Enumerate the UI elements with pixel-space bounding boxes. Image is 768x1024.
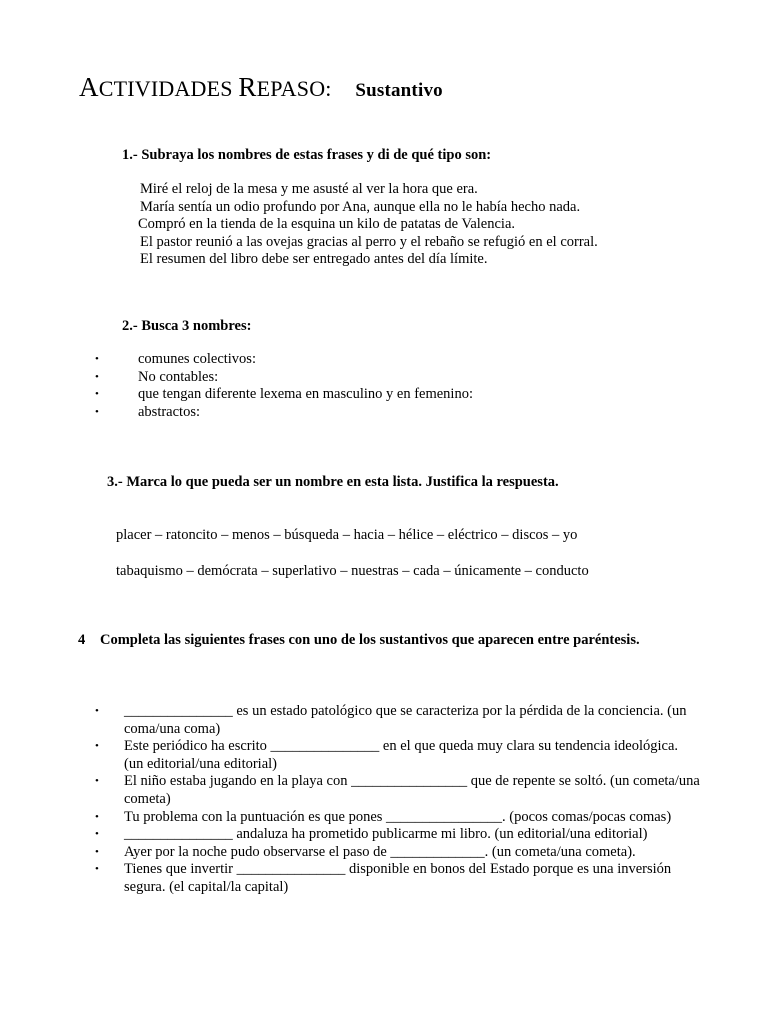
q2-heading: 2.- Busca 3 nombres: — [122, 318, 252, 334]
q4-heading: Completa las siguientes frases con uno de los sustantivos que aparecen entre paréntesis. — [100, 632, 640, 648]
bullet-icon: • — [95, 705, 99, 717]
bullet-icon: • — [95, 405, 99, 418]
q1-sentence: El pastor reunió a las ovejas gracias al perro y el rebaño se refugió en el corral. — [140, 233, 598, 250]
bullet-icon: • — [95, 775, 99, 788]
title-word-actividades: CTIVIDADES — [98, 76, 233, 101]
list-item: • Este periódico ha escrito _______________ en el que queda muy clara su tendencia ideológica. (un editorial/una editorial) — [95, 738, 679, 772]
title-initial-r: R — [238, 72, 257, 102]
q1-sentence: Miré el reloj de la mesa y me asusté al ver la hora que era. — [140, 181, 478, 197]
bullet-icon: • — [95, 810, 99, 823]
bullet-icon: • — [95, 353, 99, 365]
title-initial-a: A — [79, 72, 99, 102]
title-word-repaso: EPASO: — [256, 76, 332, 101]
title-subtitle: Sustantivo — [355, 80, 443, 101]
bullet-icon: • — [95, 845, 99, 858]
list-item: • _______________ es un estado patológico que se caracteriza por la pérdida de la conciencia. (un coma/una coma) — [95, 703, 687, 737]
q4-list — [95, 703, 700, 897]
q1-sentence: El resumen del libro debe ser entregado antes del día límite. — [140, 251, 488, 268]
q3-heading: 3.- Marca lo que pueda ser un nombre en esta lista. Justifica la respuesta. — [107, 474, 559, 490]
q1-heading: 1.- Subraya los nombres de estas frases y di de qué tipo son: — [122, 147, 492, 163]
q1-sentence: María sentía un odio profundo por Ana, aunque ella no le había hecho nada. — [140, 198, 581, 215]
bullet-icon: • — [95, 740, 99, 753]
page-title — [79, 72, 443, 103]
list-item: • Tienes que invertir _______________ disponible en bonos del Estado porque es una inversión segura. (el capital/la capital) — [95, 861, 672, 895]
list-item: • _______________ andaluza ha prometido publicarme mi libro. (un editorial/una editorial) — [95, 826, 648, 843]
list-item: • Ayer por la noche pudo observarse el paso de _____________. (un cometa/una cometa). — [95, 843, 636, 860]
bullet-icon: • — [95, 388, 99, 401]
q1-sentences — [140, 181, 598, 269]
q4-number: 4 — [78, 632, 86, 648]
bullet-icon: • — [95, 863, 99, 876]
list-item: • El niño estaba jugando en la playa con ________________ que de repente se soltó. (un cometa/una cometa) — [95, 773, 700, 807]
q1-sentence: Compró en la tienda de la esquina un kilo de patatas de Valencia. — [138, 216, 516, 233]
q3-word-list-1: placer – ratoncito – menos – búsqueda – hacia – hélice – eléctrico – discos – yo — [116, 527, 578, 543]
q3-word-list-2: tabaquismo – demócrata – superlativo – nuestras – cada – únicamente – conducto — [116, 563, 589, 579]
bullet-icon: • — [95, 370, 99, 383]
bullet-icon: • — [95, 828, 99, 841]
list-item: • Tu problema con la puntuación es que pones ________________. (pocos comas/pocas comas) — [95, 808, 672, 825]
